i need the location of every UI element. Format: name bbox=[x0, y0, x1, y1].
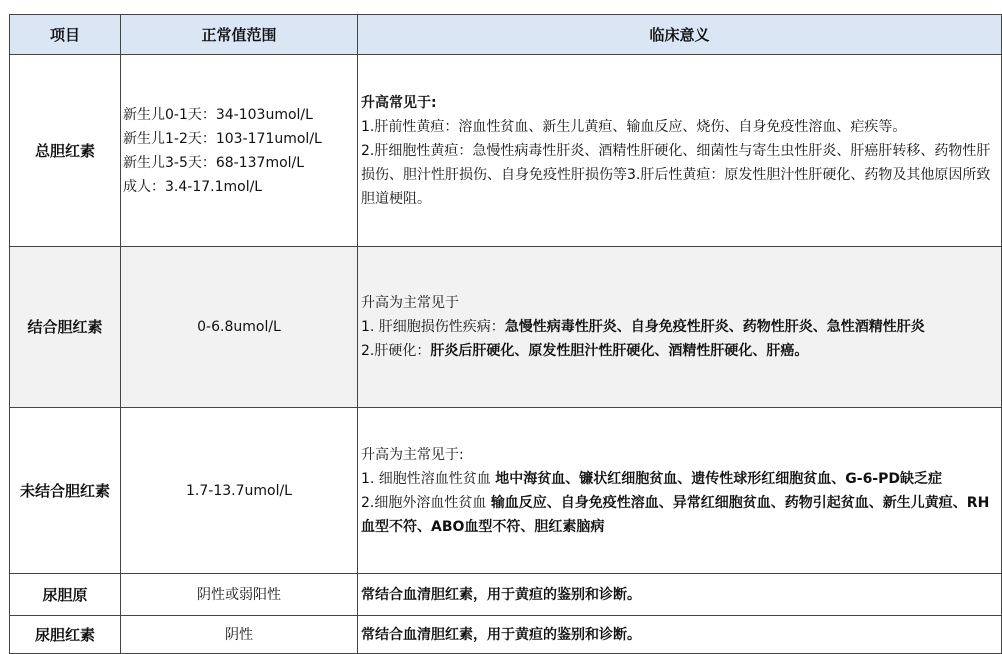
row-name: 总胆红素 bbox=[10, 55, 121, 247]
significance-cell: 常结合血清胆红素，用于黄疸的鉴别和诊断。 bbox=[358, 616, 1002, 654]
normal-range-cell: 阴性 bbox=[121, 616, 358, 654]
table-row bbox=[10, 247, 1002, 408]
bilirubin-table bbox=[9, 14, 1002, 654]
significance-line: 2.肝细胞性黄疸：急慢性病毒性肝炎、酒精性肝硬化、细菌性与寄生虫性肝炎、肝癌肝转移、药物性肝损伤、胆汁性肝损伤、自身免疫性肝损伤等3.肝后性黄疸：原发性胆汁性肝硬化、药物及其他原因所致胆道梗阻。 bbox=[361, 142, 991, 207]
normal-range-cell bbox=[121, 55, 358, 247]
significance-line: 1.肝前性黄疸：溶血性贫血、新生儿黄疸、输血反应、烧伤、自身免疫性溶血、疟疾等。 bbox=[361, 118, 907, 135]
header-normal-range: 正常值范围 bbox=[121, 15, 358, 55]
header-clinical-significance: 临床意义 bbox=[358, 15, 1002, 55]
significance-heading: 升高为主常见于 bbox=[361, 295, 459, 311]
table-row bbox=[10, 55, 1002, 247]
significance-line bbox=[361, 491, 999, 539]
normal-range-cell: 0-6.8umol/L bbox=[121, 247, 358, 408]
significance-line bbox=[361, 339, 999, 363]
table-row bbox=[10, 616, 1002, 654]
table-row bbox=[10, 408, 1002, 574]
significance-prefix: 2.细胞外溶血性贫血 bbox=[361, 494, 491, 511]
normal-range-cell: 1.7-13.7umol/L bbox=[121, 408, 358, 574]
row-name: 尿胆原 bbox=[10, 574, 121, 616]
normal-range-cell: 阴性或弱阳性 bbox=[121, 574, 358, 616]
significance-prefix: 2.肝硬化： bbox=[361, 343, 431, 359]
normal-range-line: 成人：3.4-17.1mol/L bbox=[123, 178, 263, 195]
significance-cell: 常结合血清胆红素，用于黄疸的鉴别和诊断。 bbox=[358, 574, 1002, 616]
table-row bbox=[10, 574, 1002, 616]
header-row bbox=[10, 15, 1002, 55]
significance-emphasis: 肝炎后肝硬化、原发性胆汁性肝硬化、酒精性肝硬化、肝癌。 bbox=[430, 343, 809, 359]
significance-heading: 升高为主常见于: bbox=[361, 446, 464, 463]
normal-range-line: 新生儿0-1天：34-103umol/L bbox=[123, 106, 313, 123]
significance-cell bbox=[358, 55, 1002, 247]
significance-line bbox=[361, 315, 999, 339]
significance-prefix: 1. 肝细胞损伤性疾病： bbox=[361, 319, 505, 335]
normal-range-line: 新生儿3-5天：68-137mol/L bbox=[123, 154, 305, 171]
normal-range-line: 新生儿1-2天：103-171umol/L bbox=[123, 130, 322, 147]
row-name: 尿胆红素 bbox=[10, 616, 121, 654]
significance-cell bbox=[358, 408, 1002, 574]
row-name: 未结合胆红素 bbox=[10, 408, 121, 574]
significance-line bbox=[361, 467, 999, 491]
significance-prefix: 1. 细胞性溶血性贫血 bbox=[361, 470, 496, 487]
significance-emphasis: 急慢性病毒性肝炎、自身免疫性肝炎、药物性肝炎、急性酒精性肝炎 bbox=[504, 319, 925, 335]
significance-emphasis: 地中海贫血、镰状红细胞贫血、遗传性球形红细胞贫血、G-6-PD缺乏症 bbox=[495, 470, 942, 487]
row-name: 结合胆红素 bbox=[10, 247, 121, 408]
header-item: 项目 bbox=[10, 15, 121, 55]
significance-cell bbox=[358, 247, 1002, 408]
significance-emphasis: 输血反应、自身免疫性溶血、异常红细胞贫血、药物引起贫血、新生儿黄疸、RH血型不符、ABO血型不符、胆红素脑病 bbox=[361, 494, 990, 535]
significance-heading: 升高常见于: bbox=[361, 94, 437, 111]
